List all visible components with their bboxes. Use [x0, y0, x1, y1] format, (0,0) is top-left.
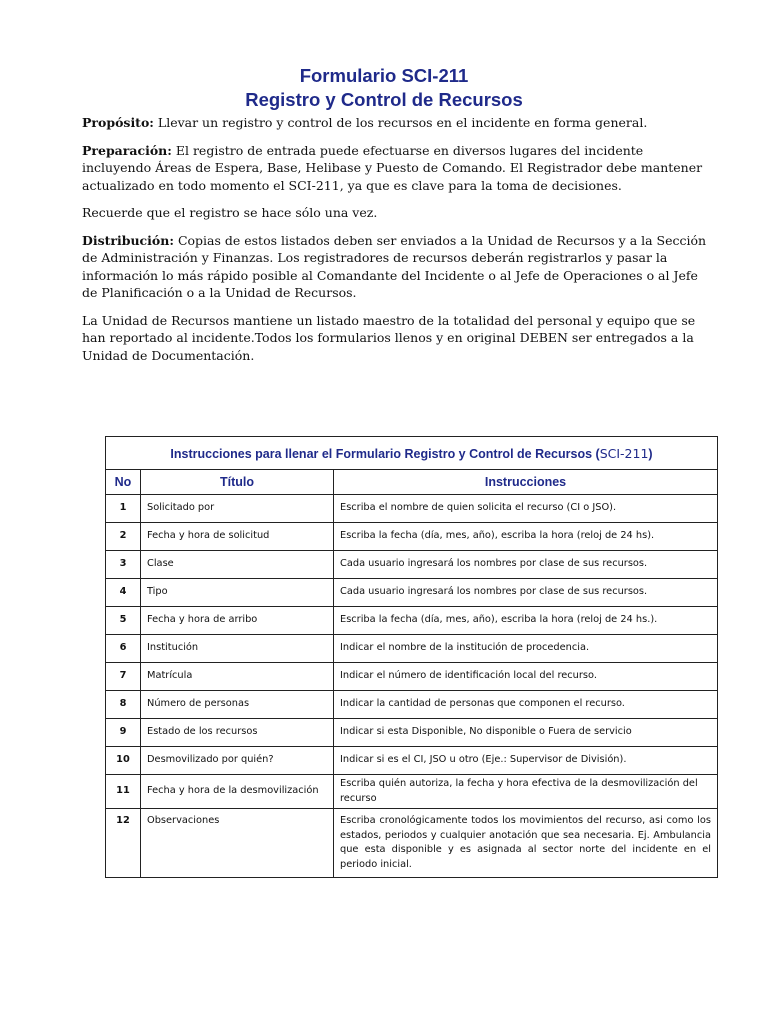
- resources-unit-paragraph: [82, 312, 714, 365]
- row-number: 9: [106, 719, 141, 747]
- row-instructions: Cada usuario ingresará los nombres por clase de sus recursos.: [334, 579, 718, 607]
- row-instructions: Escriba el nombre de quien solicita el recurso (CI o JSO).: [334, 495, 718, 523]
- row-title: Número de personas: [141, 691, 334, 719]
- table-caption-code: SCI-211: [599, 445, 649, 461]
- table-row: [106, 607, 718, 635]
- preparation-paragraph: [82, 142, 714, 195]
- row-number: 7: [106, 663, 141, 691]
- row-title: Solicitado por: [141, 495, 334, 523]
- row-number: 8: [106, 691, 141, 719]
- table-row: [106, 579, 718, 607]
- row-instructions: Indicar el nombre de la institución de procedencia.: [334, 635, 718, 663]
- row-title: Estado de los recursos: [141, 719, 334, 747]
- table-row: [106, 691, 718, 719]
- row-title: Clase: [141, 551, 334, 579]
- header-no: No: [106, 470, 141, 495]
- row-number: 5: [106, 607, 141, 635]
- row-number: 11: [106, 775, 141, 809]
- reminder-text: Recuerde que el registro se hace sólo una vez.: [82, 205, 378, 220]
- row-title: Fecha y hora de solicitud: [141, 523, 334, 551]
- document-title: [0, 64, 768, 112]
- table-row: [106, 747, 718, 775]
- form-code-title: Formulario SCI-211: [299, 65, 469, 86]
- table-row: [106, 635, 718, 663]
- preparation-text: El registro de entrada puede efectuarse en diversos lugares del incidente incluyendo Áreas de Espera, Base, Helibase y Puesto de Comando. El Registrador debe mantener actualizado en todo momento el SCI-211, ya que es clave para la toma de decisiones.: [82, 142, 703, 193]
- row-number: 6: [106, 635, 141, 663]
- document-body: [82, 114, 714, 374]
- reminder-paragraph: [82, 204, 714, 222]
- row-instructions: Indicar la cantidad de personas que componen el recurso.: [334, 691, 718, 719]
- row-instructions: Escriba cronológicamente todos los movimientos del recurso, asi como los estados, periodos y cualquier anotación que sea necesaria. Ej. Ambulancia que esta disponible y es asignada al sector norte del incidente en el periodo inicial.: [334, 809, 718, 878]
- distribution-paragraph: [82, 232, 714, 302]
- row-instructions: Indicar el número de identificación local del recurso.: [334, 663, 718, 691]
- row-number: 10: [106, 747, 141, 775]
- row-number: 3: [106, 551, 141, 579]
- table-caption: [106, 437, 718, 470]
- table-caption-main: Instrucciones para llenar el Formulario Registro y Control de Recursos (: [170, 446, 600, 461]
- row-instructions: Escriba la fecha (día, mes, año), escriba la hora (reloj de 24 hs.).: [334, 607, 718, 635]
- row-number: 12: [106, 809, 141, 878]
- row-number: 4: [106, 579, 141, 607]
- row-instructions: Indicar si esta Disponible, No disponible o Fuera de servicio: [334, 719, 718, 747]
- distribution-text: Copias de estos listados deben ser enviados a la Unidad de Recursos y a la Sección de Administración y Finanzas. Los registradores de recursos deberán registrarlos y pasar la información lo más rápido posible al Comandante del Incidente o al Jefe de Operaciones o al Jefe de Planificación o a la Unidad de Recursos.: [82, 232, 707, 300]
- purpose-paragraph: [82, 114, 714, 132]
- table-row: [106, 663, 718, 691]
- distribution-label: Distribución:: [82, 232, 174, 248]
- table-row: [106, 495, 718, 523]
- resources-unit-text: La Unidad de Recursos mantiene un listado maestro de la totalidad del personal y equipo que se han reportado al incidente.Todos los formularios llenos y en original DEBEN ser entregados a la Unidad de Documentación.: [82, 312, 696, 363]
- preparation-label: Preparación:: [82, 142, 172, 158]
- row-instructions: Indicar si es el CI, JSO u otro (Eje.: Supervisor de División).: [334, 747, 718, 775]
- row-title: Observaciones: [141, 809, 334, 878]
- row-title: Fecha y hora de arribo: [141, 607, 334, 635]
- row-number: 1: [106, 495, 141, 523]
- header-instructions: Instrucciones: [334, 470, 718, 495]
- row-title: Institución: [141, 635, 334, 663]
- table-caption-end: ): [648, 446, 653, 461]
- purpose-label: Propósito:: [82, 115, 154, 130]
- header-title: Título: [141, 470, 334, 495]
- table-row: [106, 551, 718, 579]
- row-instructions: Cada usuario ingresará los nombres por clase de sus recursos.: [334, 551, 718, 579]
- table-row: [106, 775, 718, 809]
- row-number: 2: [106, 523, 141, 551]
- form-name-title: Registro y Control de Recursos: [245, 89, 523, 110]
- instructions-table: [105, 436, 718, 878]
- table-row: [106, 809, 718, 878]
- row-title: Tipo: [141, 579, 334, 607]
- row-title: Matrícula: [141, 663, 334, 691]
- row-title: Fecha y hora de la desmovilización: [141, 775, 334, 809]
- table-row: [106, 719, 718, 747]
- row-instructions: Escriba quién autoriza, la fecha y hora efectiva de la desmovilización del recurso: [334, 775, 718, 809]
- row-instructions: Escriba la fecha (día, mes, año), escriba la hora (reloj de 24 hs).: [334, 523, 718, 551]
- purpose-text: Llevar un registro y control de los recursos en el incidente en forma general.: [153, 115, 648, 130]
- table-row: [106, 523, 718, 551]
- row-title: Desmovilizado por quién?: [141, 747, 334, 775]
